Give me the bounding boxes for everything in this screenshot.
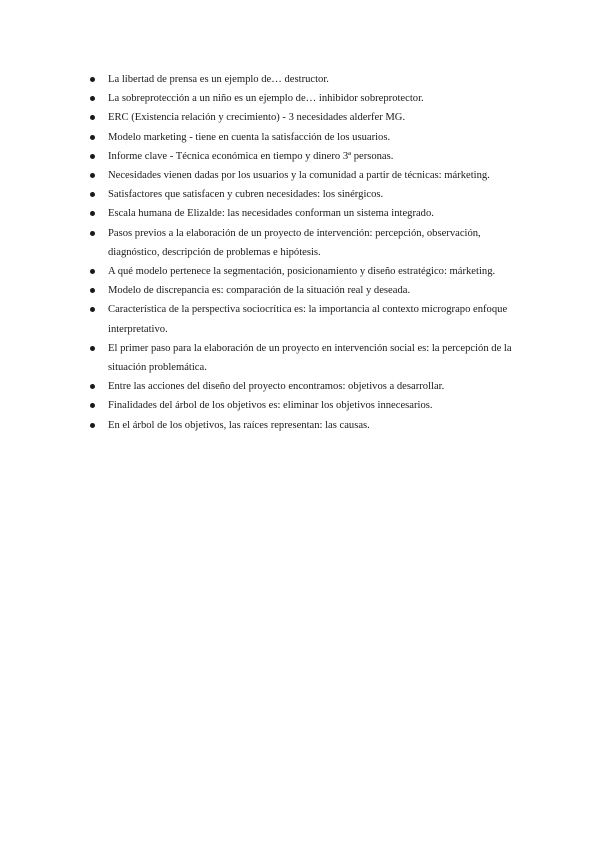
list-item-text: Finalidades del árbol de los objetivos es: eliminar los objetivos innecesarios. [108, 400, 433, 412]
bullet-icon [90, 77, 95, 82]
list-item [90, 166, 530, 185]
list-item-text: Modelo marketing - tiene en cuenta la satisfacción de los usuarios. [108, 131, 391, 143]
bullet-icon [90, 173, 95, 178]
list-item [90, 147, 530, 166]
list-item-text: El primer paso para la elaboración de un proyecto en intervención social es: la percepción de la situación problemática. [108, 342, 512, 374]
list-item [90, 89, 530, 108]
bullet-icon [90, 307, 95, 312]
bullet-icon [90, 96, 95, 101]
list-item-text: En el árbol de los objetivos, las raíces representan: las causas. [108, 419, 370, 431]
list-item-text: Entre las acciones del diseño del proyecto encontramos: objetivos a desarrollar. [108, 381, 445, 393]
list-item [90, 377, 530, 396]
list-item-text: A qué modelo pertenece la segmentación, posicionamiento y diseño estratégico: márketing. [108, 266, 496, 278]
list-item [90, 204, 530, 223]
list-item-text: La libertad de prensa es un ejemplo de… destructor. [108, 74, 329, 85]
list-item [90, 70, 530, 89]
list-item-text: Pasos previos a la elaboración de un proyecto de intervención: percepción, observación, diagnóstico, descripción de problemas e hipótesis. [108, 227, 481, 258]
list-item-text: Informe clave - Técnica económica en tiempo y dinero 3ª personas. [108, 150, 394, 162]
list-item [90, 128, 530, 147]
bullet-icon [90, 423, 95, 428]
list-item [90, 339, 530, 377]
bullet-icon [90, 115, 95, 120]
list-item-text: Característica de la perspectiva sociocrítica es: la importancia al contexto micrograpo enfoque interpretativo. [108, 304, 508, 335]
bullet-icon [90, 269, 95, 274]
list-item-text: Satisfactores que satisfacen y cubren necesidades: los sinérgicos. [108, 189, 384, 201]
bullet-icon [90, 231, 95, 236]
list-item-text: ERC (Existencia relación y crecimiento) - 3 necesidades alderfer MG. [108, 112, 406, 124]
list-item-text: Modelo de discrepancia es: comparación de la situación real y deseada. [108, 285, 411, 297]
bullet-icon [90, 288, 95, 293]
bullet-icon [90, 154, 95, 159]
list-item-text: Necesidades vienen dadas por los usuarios y la comunidad a partir de técnicas: márketing. [108, 170, 490, 182]
list-item [90, 108, 530, 127]
list-item-text: La sobreprotección a un niño es un ejemplo de… inhibidor sobreprotector. [108, 93, 424, 105]
bullet-icon [90, 403, 95, 408]
list-item [90, 300, 530, 338]
bullet-icon [90, 211, 95, 216]
bullet-icon [90, 384, 95, 389]
list-item [90, 416, 530, 435]
bullet-list [90, 70, 530, 435]
list-item [90, 281, 530, 300]
list-item [90, 262, 530, 281]
list-item [90, 396, 530, 415]
bullet-icon [90, 135, 95, 140]
bullet-icon [90, 346, 95, 351]
list-item [90, 185, 530, 204]
bullet-icon [90, 192, 95, 197]
list-item [90, 224, 530, 262]
list-item-text: Escala humana de Elizalde: las necesidades conforman un sistema integrado. [108, 208, 434, 220]
